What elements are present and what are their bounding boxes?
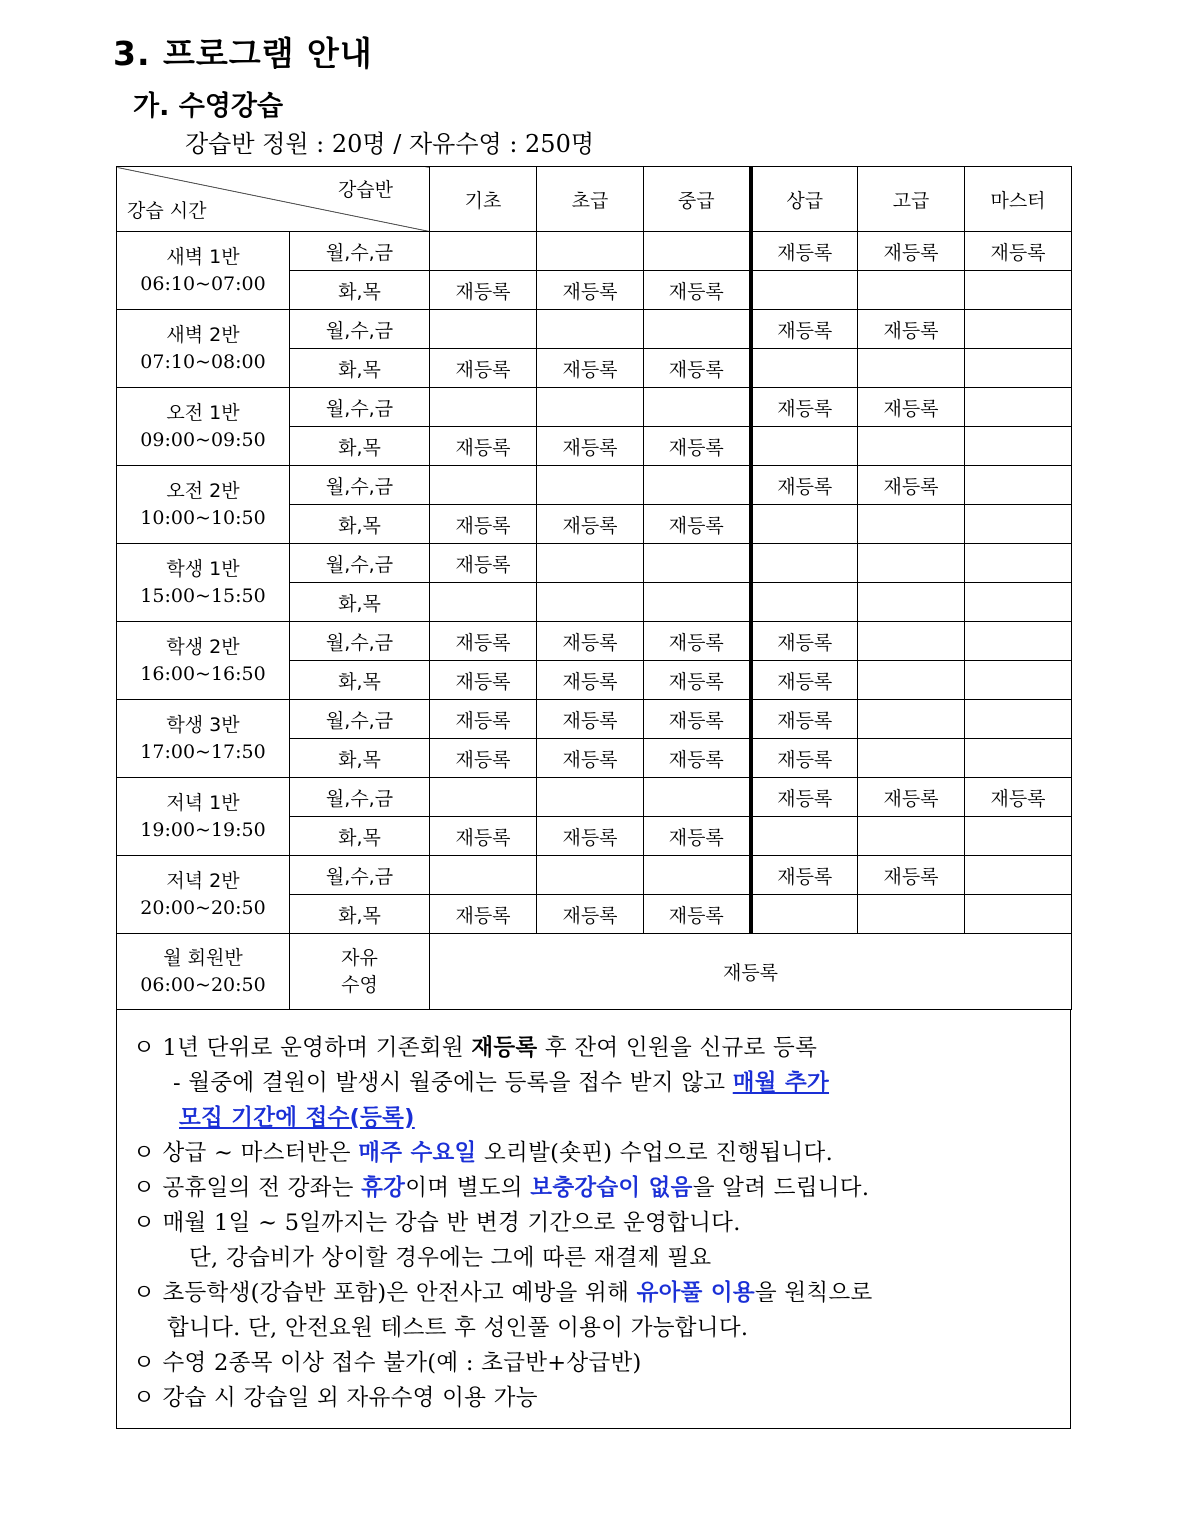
status-cell: 재등록 [537,700,644,739]
status-cell: 재등록 [537,817,644,856]
status-cell: 재등록 [751,856,858,895]
status-cell [644,856,751,895]
class-name: 오전 1반 [166,401,240,424]
corner-top-label: 강습반 [337,179,393,201]
status-cell [965,622,1072,661]
schedule-row [117,778,1072,817]
status-cell: 재등록 [644,427,751,466]
status-cell [430,583,537,622]
status-cell [537,778,644,817]
monthly-type-2: 수영 [341,973,378,996]
day-cell: 화,목 [290,817,430,856]
class-time-cell [117,544,290,622]
corner-header [117,167,430,232]
status-cell [965,856,1072,895]
status-cell: 재등록 [751,778,858,817]
status-cell [751,895,858,934]
status-cell: 재등록 [537,895,644,934]
status-cell: 재등록 [751,661,858,700]
class-time-cell [117,856,290,934]
monthly-row [117,934,1072,1010]
notes-box [116,1010,1071,1429]
note-line: 단, 강습비가 상이할 경우에는 그에 따른 재결제 필요 [189,1245,712,1271]
status-cell [965,466,1072,505]
status-cell [430,310,537,349]
status-cell: 재등록 [537,739,644,778]
status-cell: 재등록 [430,505,537,544]
monthly-status-cell: 재등록 [430,934,1072,1010]
status-cell [430,778,537,817]
status-cell [965,310,1072,349]
status-cell: 재등록 [751,622,858,661]
schedule-row [117,310,1072,349]
status-cell: 재등록 [751,232,858,271]
schedule-row [117,466,1072,505]
status-cell: 재등록 [644,349,751,388]
status-cell: 재등록 [644,622,751,661]
status-cell [430,856,537,895]
status-cell: 재등록 [858,310,965,349]
schedule-row [117,622,1072,661]
note-line: ㅇ 공휴일의 전 강좌는 휴강이며 별도의 보충강습이 없음을 알려 드립니다. [133,1175,870,1201]
status-cell [965,271,1072,310]
status-cell: 재등록 [430,427,537,466]
status-cell: 재등록 [537,271,644,310]
class-time: 16:00~16:50 [140,662,266,685]
status-cell [858,349,965,388]
day-cell: 화,목 [290,895,430,934]
class-name: 새벽 2반 [166,323,240,346]
status-cell [751,349,858,388]
status-cell [751,544,858,583]
monthly-recruit-link-cont: 모집 기간에 접수(등록) [179,1105,415,1131]
day-cell: 화,목 [290,661,430,700]
status-cell: 재등록 [430,700,537,739]
status-cell: 재등록 [537,505,644,544]
status-cell: 재등록 [965,232,1072,271]
status-cell [537,856,644,895]
level-header: 고급 [858,167,965,232]
class-name: 저녁 2반 [166,869,240,892]
status-cell [858,895,965,934]
day-cell: 월,수,금 [290,544,430,583]
class-name: 학생 1반 [166,557,240,580]
class-name: 학생 3반 [166,713,240,736]
status-cell [965,739,1072,778]
day-cell: 화,목 [290,427,430,466]
status-cell: 재등록 [537,427,644,466]
day-cell: 월,수,금 [290,778,430,817]
class-time: 06:10~07:00 [140,272,266,295]
status-cell [537,232,644,271]
capacity-line: 강습반 정원 : 20명 / 자유수영 : 250명 [185,130,595,158]
class-time-cell [117,622,290,700]
level-header: 기초 [430,167,537,232]
status-cell: 재등록 [751,700,858,739]
note-line: ㅇ 1년 단위로 운영하며 기존회원 재등록 후 잔여 인원을 신규로 등록 [133,1035,818,1061]
status-cell [858,427,965,466]
note-line: ㅇ 수영 2종목 이상 접수 불가(예 : 초급반+상급반) [133,1350,642,1376]
class-time: 17:00~17:50 [140,740,266,763]
class-time-cell [117,466,290,544]
status-cell [644,388,751,427]
status-cell [644,778,751,817]
status-cell: 재등록 [644,661,751,700]
status-cell [965,349,1072,388]
status-cell [965,427,1072,466]
status-cell: 재등록 [644,817,751,856]
status-cell: 재등록 [965,778,1072,817]
day-cell: 월,수,금 [290,466,430,505]
status-cell [858,700,965,739]
status-cell: 재등록 [430,349,537,388]
schedule-row [117,232,1072,271]
day-cell: 화,목 [290,739,430,778]
status-cell [644,544,751,583]
status-cell: 재등록 [430,271,537,310]
status-cell [858,583,965,622]
note-line: ㅇ 강습 시 강습일 외 자유수영 이용 가능 [133,1385,538,1411]
status-cell [751,271,858,310]
status-cell: 재등록 [644,700,751,739]
status-cell [965,583,1072,622]
status-cell [644,310,751,349]
status-cell [537,544,644,583]
status-cell: 재등록 [751,310,858,349]
class-name: 학생 2반 [166,635,240,658]
level-header: 상급 [751,167,858,232]
note-line: 합니다. 단, 안전요원 테스트 후 성인풀 이용이 가능합니다. [167,1315,749,1341]
class-time-cell [117,310,290,388]
day-cell: 월,수,금 [290,700,430,739]
status-cell [644,232,751,271]
status-cell [965,388,1072,427]
corner-bottom-label: 강습 시간 [127,200,207,222]
status-cell: 재등록 [751,466,858,505]
class-time-cell [117,700,290,778]
status-cell: 재등록 [430,895,537,934]
note-line: - 월중에 결원이 발생시 월중에는 등록을 접수 받지 않고 매월 추가 [173,1070,830,1096]
status-cell: 재등록 [751,739,858,778]
status-cell: 재등록 [858,778,965,817]
status-cell: 재등록 [858,232,965,271]
schedule-row [117,856,1072,895]
status-cell [537,466,644,505]
status-cell [751,505,858,544]
schedule-table [116,166,1072,1010]
status-cell: 재등록 [644,271,751,310]
status-cell: 재등록 [644,739,751,778]
status-cell [965,895,1072,934]
monthly-name: 월 회원반 [163,946,243,969]
status-cell: 재등록 [430,817,537,856]
schedule-row [117,388,1072,427]
status-cell [965,817,1072,856]
status-cell: 재등록 [858,388,965,427]
status-cell [858,817,965,856]
status-cell: 재등록 [644,895,751,934]
status-cell [751,817,858,856]
day-cell: 화,목 [290,505,430,544]
status-cell [430,388,537,427]
status-cell: 재등록 [430,739,537,778]
class-time: 09:00~09:50 [140,428,266,451]
status-cell: 재등록 [430,661,537,700]
status-cell [751,583,858,622]
status-cell [965,700,1072,739]
day-cell: 월,수,금 [290,622,430,661]
header-row [117,167,1072,232]
monthly-time-cell [117,934,290,1010]
day-cell: 월,수,금 [290,388,430,427]
class-time-cell [117,388,290,466]
status-cell [430,466,537,505]
day-cell: 화,목 [290,349,430,388]
day-cell: 월,수,금 [290,232,430,271]
note-line: ㅇ 매월 1일 ~ 5일까지는 강습 반 변경 기간으로 운영합니다. [133,1210,741,1236]
status-cell [430,232,537,271]
day-cell: 화,목 [290,583,430,622]
level-header: 중급 [644,167,751,232]
status-cell [965,505,1072,544]
class-time-cell [117,232,290,310]
status-cell: 재등록 [751,388,858,427]
status-cell [858,544,965,583]
status-cell [644,466,751,505]
schedule-row [117,700,1072,739]
status-cell [858,271,965,310]
class-time: 07:10~08:00 [140,350,266,373]
status-cell [537,310,644,349]
note-line [179,1100,415,1132]
schedule-row [117,544,1072,583]
class-time: 10:00~10:50 [140,506,266,529]
status-cell: 재등록 [537,661,644,700]
note-line: ㅇ 상급 ~ 마스터반은 매주 수요일 오리발(숏핀) 수업으로 진행됩니다. [133,1140,834,1166]
status-cell [537,388,644,427]
class-time: 20:00~20:50 [140,896,266,919]
class-time: 19:00~19:50 [140,818,266,841]
monthly-recruit-link: 매월 추가 [732,1070,830,1096]
monthly-time: 06:00~20:50 [140,973,266,996]
status-cell [858,505,965,544]
status-cell [537,583,644,622]
day-cell: 화,목 [290,271,430,310]
status-cell: 재등록 [858,466,965,505]
level-header: 초급 [537,167,644,232]
class-name: 저녁 1반 [166,791,240,814]
class-time-cell [117,778,290,856]
status-cell: 재등록 [430,622,537,661]
status-cell: 재등록 [858,856,965,895]
class-time: 15:00~15:50 [140,584,266,607]
status-cell: 재등록 [644,505,751,544]
status-cell [751,427,858,466]
status-cell: 재등록 [430,544,537,583]
status-cell: 재등록 [537,622,644,661]
status-cell [858,622,965,661]
subsection-title: 가. 수영강습 [133,91,284,122]
level-header: 마스터 [965,167,1072,232]
note-line: ㅇ 초등학생(강습반 포함)은 안전사고 예방을 위해 유아풀 이용을 원칙으로 [133,1280,873,1306]
status-cell [858,661,965,700]
day-cell: 월,수,금 [290,310,430,349]
section-title: 3. 프로그램 안내 [113,34,373,73]
status-cell: 재등록 [537,349,644,388]
class-name: 오전 2반 [166,479,240,502]
status-cell [858,739,965,778]
class-name: 새벽 1반 [166,245,240,268]
day-cell: 월,수,금 [290,856,430,895]
monthly-type-1: 자유 [341,946,378,969]
status-cell [965,661,1072,700]
status-cell [965,544,1072,583]
status-cell [644,583,751,622]
monthly-type-cell [290,934,430,1010]
